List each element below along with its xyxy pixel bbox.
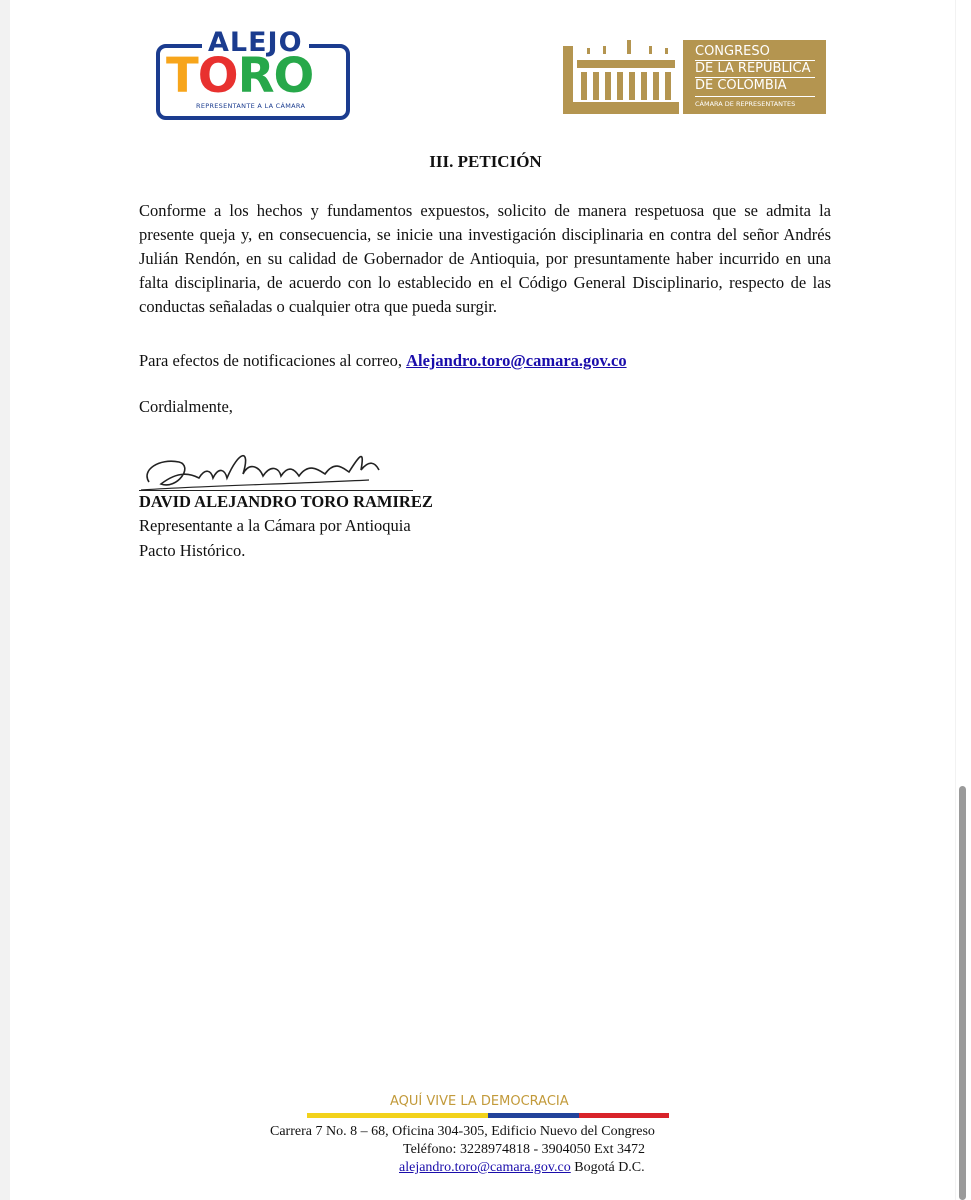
logo-letter: T (166, 48, 198, 104)
section-title: III. PETICIÓN (429, 152, 542, 171)
handwritten-signature (139, 440, 419, 500)
logo-subtitle: REPRESENTANTE A LA CÁMARA (196, 102, 306, 110)
logo-letter: O (197, 48, 238, 104)
flag-blue (488, 1113, 579, 1118)
document-page (10, 0, 955, 1200)
congreso-line-3: DE COLOMBIA (695, 78, 787, 93)
signer-party: Pacto Histórico. (139, 541, 246, 560)
notification-email-link[interactable]: Alejandro.toro@camara.gov.co (406, 351, 627, 370)
footer-contact (399, 1160, 645, 1176)
congreso-subtitle: CÁMARA DE REPRESENTANTES (695, 100, 796, 108)
logo-top-word: ALEJO (202, 28, 309, 58)
congreso-line-1: CONGRESO (695, 44, 770, 59)
notification-line (139, 351, 627, 371)
flag-yellow (307, 1113, 488, 1118)
congreso-divider (695, 96, 815, 97)
congreso-logo (563, 40, 826, 114)
congreso-line-2: DE LA REPÚBLICA (695, 61, 811, 76)
footer-email-link[interactable]: alejandro.toro@camara.gov.co (399, 1160, 571, 1175)
logo-letter: O (273, 48, 314, 104)
notification-prefix: Para efectos de notificaciones al correo, (139, 351, 407, 370)
closing-text: Cordialmente, (139, 397, 233, 416)
alejo-toro-logo (156, 27, 356, 122)
capitol-building-icon (563, 40, 679, 114)
signer-role: Representante a la Cámara por Antioquia (139, 516, 411, 535)
signature-line (139, 490, 413, 491)
signer-name: DAVID ALEJANDRO TORO RAMIREZ (139, 492, 433, 511)
flag-red (579, 1113, 670, 1118)
footer-phone: Teléfono: 3228974818 - 3904050 Ext 3472 (403, 1142, 646, 1157)
congreso-panel (683, 40, 826, 114)
logo-letter: R (237, 48, 274, 104)
petition-paragraph: Conforme a los hechos y fundamentos expuestos, solicito de manera respetuosa que se admita la presente queja y, en consecuencia, se inicie una investigación disciplinaria en contra del señor Andrés Julián Rendón, en su calidad de Gobernador de Antioquia, por presuntamente haber incurrido en una falta disciplinaria, de acuerdo con lo establecido en el Código General Disciplinario, respecto de las conductas señaladas o cualquier otra que pueda surgir. (139, 201, 831, 316)
logo-main-word (166, 50, 313, 102)
congreso-divider (695, 60, 815, 61)
scrollbar-thumb[interactable] (959, 786, 966, 1200)
footer-slogan: AQUÍ VIVE LA DEMOCRACIA (390, 1094, 569, 1109)
colombia-flag-stripe (307, 1113, 669, 1118)
footer-city: Bogotá D.C. (570, 1160, 645, 1175)
footer-address: Carrera 7 No. 8 – 68, Oficina 304-305, Edificio Nuevo del Congreso (270, 1124, 655, 1139)
